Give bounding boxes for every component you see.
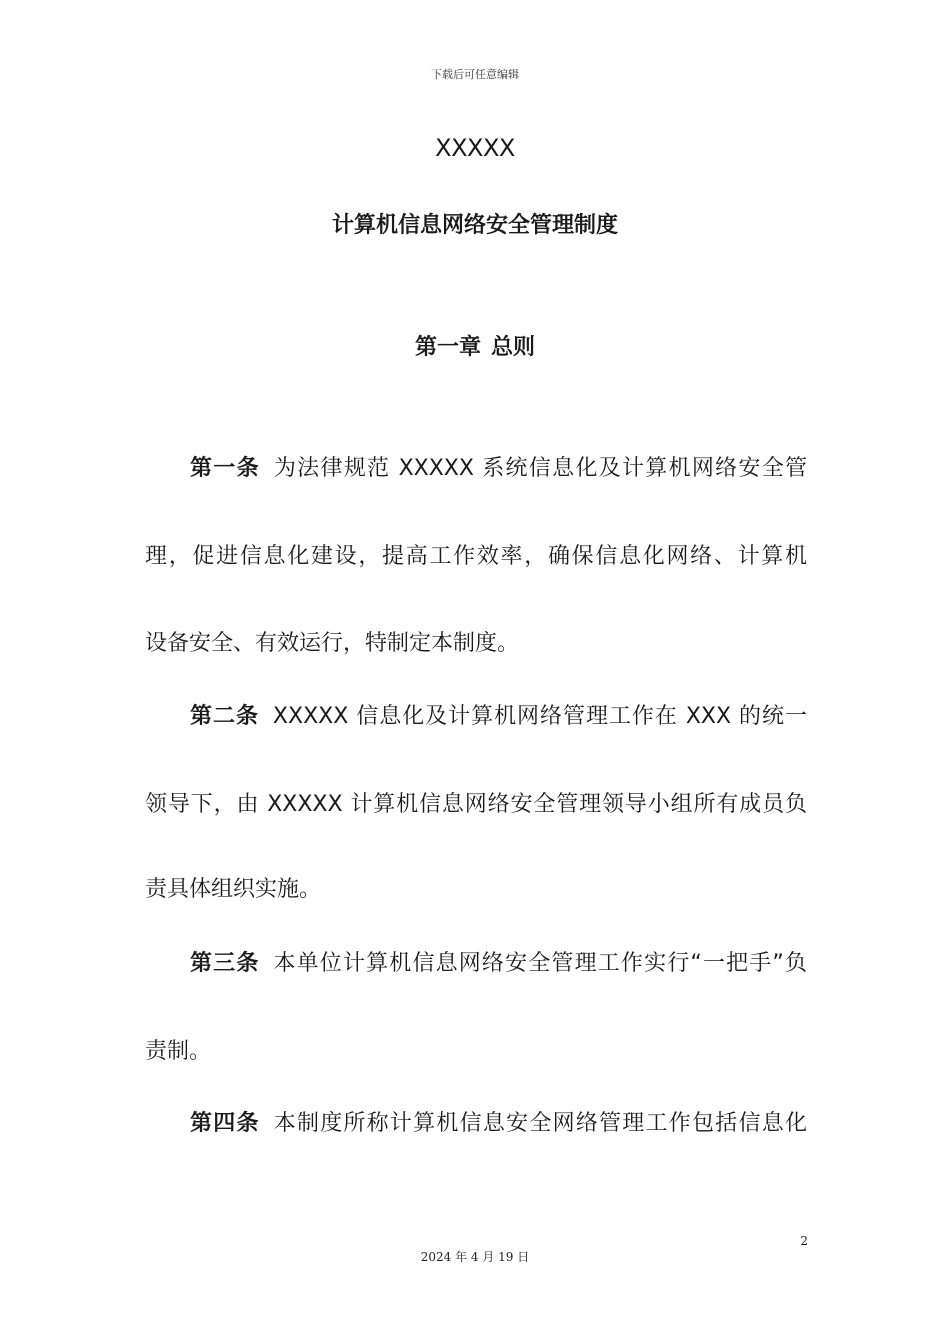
organization-name: XXXXX [435,134,515,162]
article-3-label: 第三条 [190,951,260,976]
article-1-line-3: 设备安全、有效运行，特制定本制度。 [145,631,520,656]
article-1-text-1: 为法律规范 XXXXX 系统信息化及计算机网络安全管 [273,456,807,481]
header-note: 下载后可任意编辑 [431,68,519,81]
article-1-line-1 [190,455,807,483]
article-4-label: 第四条 [190,1111,260,1136]
article-3-text-1: 本单位计算机信息网络安全管理工作实行“一把手”负 [273,951,807,976]
article-1-line-2: 理，促进信息化建设，提高工作效率，确保信息化网络、计算机 [145,544,807,569]
footer-date: 2024 年 4 月 19 日 [420,1250,530,1264]
article-2-text-1: XXXXX 信息化及计算机网络管理工作在 XXX 的统一 [272,704,807,729]
chapter-name: 总则 [491,335,536,360]
article-4-line-1 [190,1110,807,1138]
article-3-line-1 [190,950,807,978]
article-3-line-2: 责制。 [145,1039,212,1064]
chapter-number: 第一章 [414,335,481,360]
document-title: 计算机信息网络安全管理制度 [331,213,618,238]
page-number: 2 [800,1234,808,1248]
article-1-label: 第一条 [190,456,260,481]
article-4-text-1: 本制度所称计算机信息安全网络管理工作包括信息化 [273,1111,807,1136]
article-2-label: 第二条 [190,704,259,729]
article-2-line-1 [190,703,807,731]
article-2-line-2: 领导下，由 XXXXX 计算机信息网络安全管理领导小组所有成员负 [145,792,807,817]
chapter-heading [0,330,950,361]
article-2-line-3: 责具体组织实施。 [145,877,322,902]
